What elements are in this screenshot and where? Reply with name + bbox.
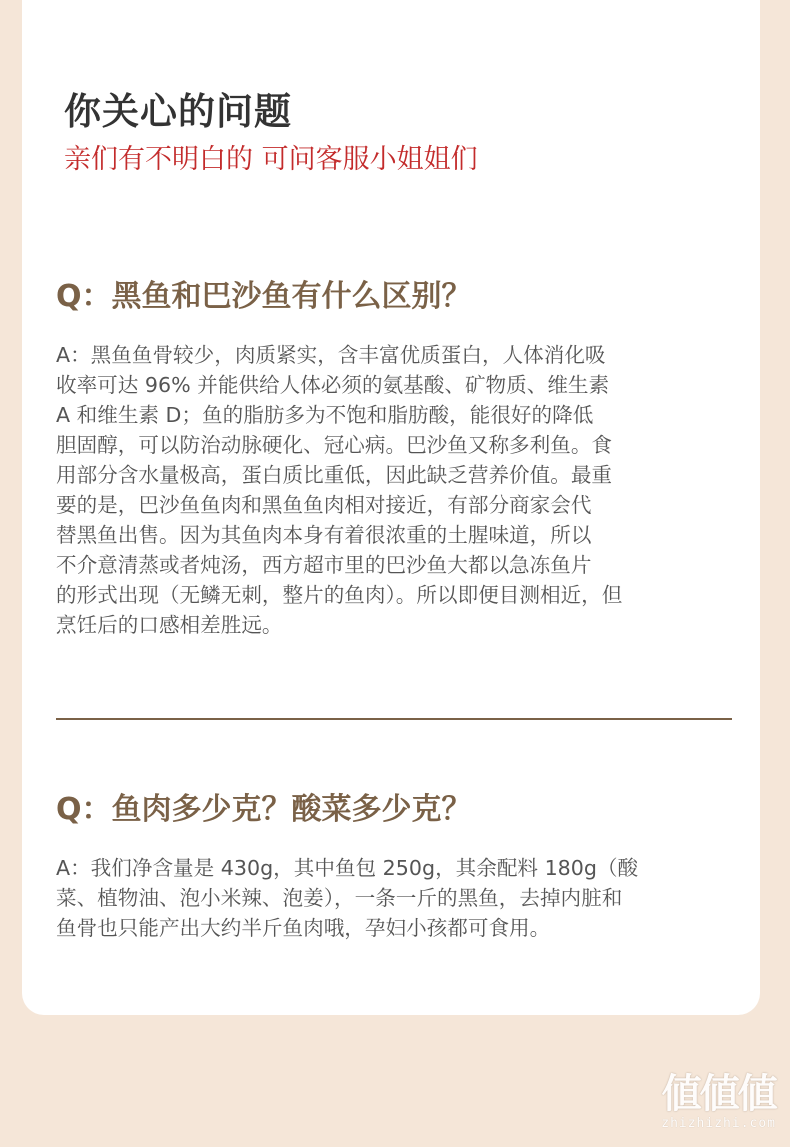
- answer-line: A：我们净含量是 430g，其中鱼包 250g，其余配料 180g（酸: [56, 856, 639, 880]
- answer-line: 收率可达 96% 并能供给人体必须的氨基酸、矿物质、维生素: [56, 373, 610, 397]
- answer-line: 胆固醇，可以防治动脉硬化、冠心病。巴沙鱼又称多利鱼。食: [56, 433, 613, 457]
- answer-line: 要的是，巴沙鱼鱼肉和黑鱼鱼肉相对接近，有部分商家会代: [56, 493, 592, 517]
- faq-question-2: Q：鱼肉多少克？酸菜多少克？: [56, 792, 472, 827]
- answer-line: 鱼骨也只能产出大约半斤鱼肉哦，孕妇小孩都可食用。: [56, 916, 551, 940]
- answer-line: A：黑鱼鱼骨较少，肉质紧实，含丰富优质蛋白，人体消化吸: [56, 343, 606, 367]
- answer-line: 的形式出现（无鳞无刺，整片的鱼肉）。所以即便目测相近，但: [56, 583, 623, 607]
- answer-line: 烹饪后的口感相差胜远。: [56, 613, 283, 637]
- answer-line: 替黑鱼出售。因为其鱼肉本身有着很浓重的土腥味道，所以: [56, 523, 592, 547]
- answer-line: A 和维生素 D；鱼的脂肪多为不饱和脂肪酸，能很好的降低: [56, 403, 594, 427]
- faq-answer-1: [56, 340, 716, 640]
- watermark-logo: 値値値: [661, 1071, 776, 1117]
- faq-card: [22, 0, 760, 1015]
- answer-line: 不介意清蒸或者炖汤，西方超市里的巴沙鱼大都以急冻鱼片: [56, 553, 592, 577]
- page-title: 你关心的问题: [64, 90, 292, 133]
- answer-line: 菜、植物油、泡小米辣、泡姜），一条一斤的黑鱼，去掉内脏和: [56, 886, 623, 910]
- faq-question-1: Q：黑鱼和巴沙鱼有什么区别？: [56, 279, 472, 314]
- page-subtitle: 亲们有不明白的 可问客服小姐姐们: [64, 144, 478, 175]
- watermark-url: zhizhizhi.com: [661, 1116, 776, 1131]
- faq-answer-2: [56, 853, 716, 943]
- answer-line: 用部分含水量极高，蛋白质比重低，因此缺乏营养价值。最重: [56, 463, 613, 487]
- section-divider: [56, 718, 732, 720]
- watermark: [661, 1072, 776, 1131]
